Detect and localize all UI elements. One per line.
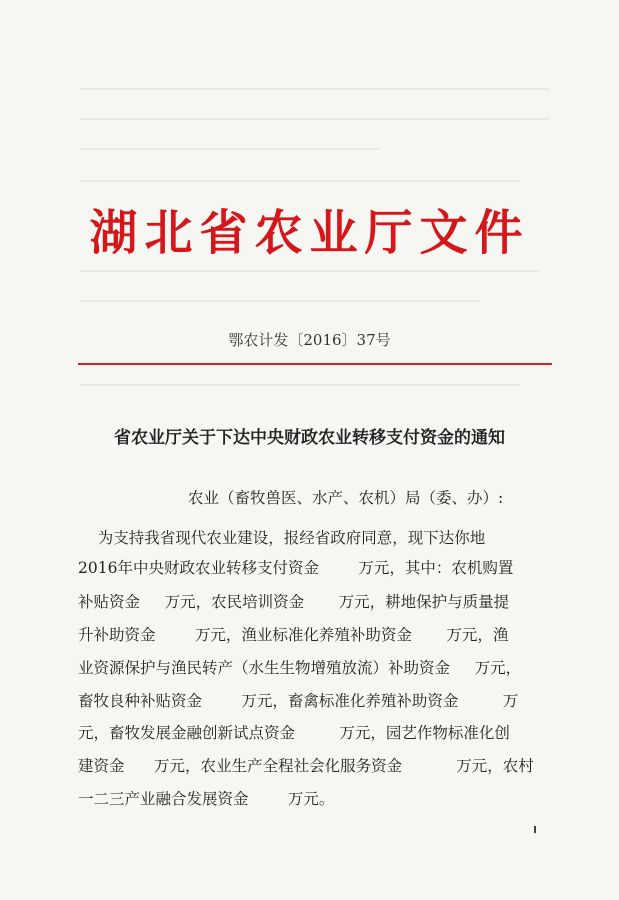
agency-document-title: 湖北省农业厅文件 <box>89 205 530 261</box>
body-line: 元，畜牧发展金融创新试点资金 万元，园艺作物标准化创 <box>78 724 510 742</box>
show-through-line <box>80 300 480 302</box>
show-through-line <box>80 148 380 150</box>
body-line: 2016年中央财政农业转移支付资金 万元，其中：农机购置 <box>78 559 514 577</box>
salutation: 农业（畜牧兽医、水产、农机）局（委、办）: <box>188 489 504 507</box>
red-divider-rule <box>78 363 552 365</box>
body-line: 畜牧良种补贴资金 万元，畜禽标准化养殖补助资金 万 <box>78 692 519 710</box>
show-through-line <box>80 270 540 272</box>
body-line: 业资源保护与渔民转产（水生生物增殖放流）补助资金 万元， <box>78 659 522 677</box>
show-through-line <box>80 88 550 90</box>
document-number: 鄂农计发〔2016〕37号 <box>228 331 391 349</box>
body-line: 一二三产业融合发展资金 万元。 <box>78 790 335 808</box>
body-line: 为支持我省现代农业建设，报经省政府同意，现下达你地 <box>78 529 486 547</box>
ink-mark <box>534 826 536 833</box>
body-line: 建资金 万元，农业生产全程社会化服务资金 万元，农村 <box>78 757 534 775</box>
body-line: 补贴资金 万元，农民培训资金 万元，耕地保护与质量提 <box>78 593 510 611</box>
show-through-line <box>80 180 520 182</box>
body-line: 升补助资金 万元，渔业标准化养殖补助资金 万元，渔 <box>78 626 509 644</box>
show-through-line <box>80 384 520 386</box>
notice-title: 省农业厅关于下达中央财政农业转移支付资金的通知 <box>114 428 505 448</box>
show-through-line <box>80 118 550 120</box>
